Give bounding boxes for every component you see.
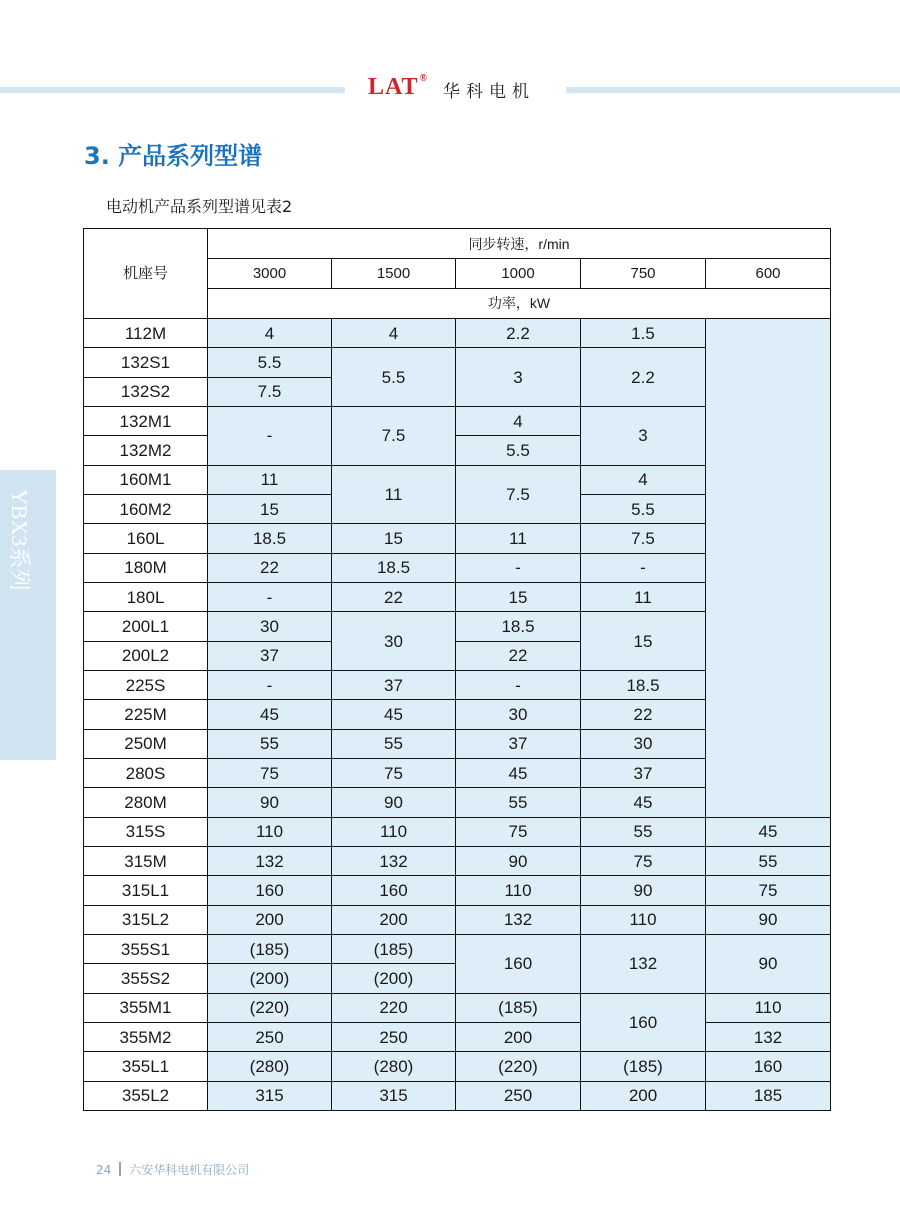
footer-divider	[119, 1162, 121, 1176]
value-cell: 75	[706, 876, 831, 905]
value-cell: 132	[581, 934, 706, 993]
value-cell: (200)	[208, 964, 332, 993]
value-cell: -	[456, 670, 581, 699]
value-cell: 37	[208, 641, 332, 670]
value-cell: 3	[581, 407, 706, 466]
value-cell: 11	[332, 465, 456, 524]
value-cell: 7.5	[581, 524, 706, 553]
speed-header: 同步转速，r/min	[208, 229, 831, 259]
value-cell: 18.5	[208, 524, 332, 553]
value-cell: 5.5	[581, 494, 706, 523]
value-cell: 55	[706, 846, 831, 875]
value-cell: 55	[208, 729, 332, 758]
value-cell: 200	[208, 905, 332, 934]
value-cell: 220	[332, 993, 456, 1022]
value-cell: (280)	[208, 1052, 332, 1081]
frame-cell: 132M1	[84, 407, 208, 436]
value-cell: 55	[581, 817, 706, 846]
value-cell: 4	[581, 465, 706, 494]
value-cell: 45	[456, 758, 581, 787]
frame-cell: 355M1	[84, 993, 208, 1022]
value-cell: 75	[581, 846, 706, 875]
frame-cell: 225S	[84, 670, 208, 699]
frame-cell: 315M	[84, 846, 208, 875]
value-cell: 160	[706, 1052, 831, 1081]
header-rule-left	[0, 87, 345, 93]
value-cell: 110	[581, 905, 706, 934]
frame-cell: 280M	[84, 788, 208, 817]
frame-cell: 200L1	[84, 612, 208, 641]
header-rule-right	[566, 87, 900, 93]
frame-cell: 112M	[84, 319, 208, 348]
empty-cell	[706, 319, 831, 818]
value-cell: 11	[456, 524, 581, 553]
value-cell: 22	[208, 553, 332, 582]
value-cell: 160	[332, 876, 456, 905]
speed-3000: 3000	[208, 259, 332, 288]
speed-1500: 1500	[332, 259, 456, 288]
logo-text: LAT	[368, 74, 419, 100]
frame-cell: 355M2	[84, 1022, 208, 1051]
value-cell: 5.5	[208, 348, 332, 377]
value-cell: -	[581, 553, 706, 582]
frame-cell: 160M2	[84, 494, 208, 523]
value-cell: 55	[456, 788, 581, 817]
value-cell: 1.5	[581, 319, 706, 348]
value-cell: 110	[456, 876, 581, 905]
value-cell: 200	[581, 1081, 706, 1110]
value-cell: 30	[581, 729, 706, 758]
value-cell: 90	[208, 788, 332, 817]
value-cell: (220)	[456, 1052, 581, 1081]
value-cell: 250	[208, 1022, 332, 1051]
value-cell: 132	[456, 905, 581, 934]
value-cell: 132	[706, 1022, 831, 1051]
section-title: 3. 产品系列型谱	[84, 142, 263, 170]
frame-cell: 132M2	[84, 436, 208, 465]
frame-cell: 132S2	[84, 377, 208, 406]
speed-1000: 1000	[456, 259, 581, 288]
value-cell: 7.5	[208, 377, 332, 406]
value-cell: (185)	[456, 993, 581, 1022]
value-cell: 30	[456, 700, 581, 729]
company-name: 六安华科电机有限公司	[129, 1163, 250, 1177]
brand-logo	[368, 74, 427, 101]
value-cell: 90	[706, 934, 831, 993]
speed-600: 600	[706, 259, 831, 288]
value-cell: 22	[332, 582, 456, 611]
frame-cell: 355L1	[84, 1052, 208, 1081]
value-cell: 160	[208, 876, 332, 905]
value-cell: 90	[581, 876, 706, 905]
value-cell: 250	[332, 1022, 456, 1051]
value-cell: 30	[332, 612, 456, 671]
frame-cell: 355S1	[84, 934, 208, 963]
speed-750: 750	[581, 259, 706, 288]
value-cell: 110	[208, 817, 332, 846]
value-cell: 75	[456, 817, 581, 846]
value-cell: 18.5	[581, 670, 706, 699]
frame-cell: 180M	[84, 553, 208, 582]
frame-cell: 315L2	[84, 905, 208, 934]
value-cell: -	[208, 407, 332, 466]
value-cell: 45	[706, 817, 831, 846]
value-cell: 15	[456, 582, 581, 611]
frame-cell: 160M1	[84, 465, 208, 494]
frame-cell: 355L2	[84, 1081, 208, 1110]
value-cell: 200	[332, 905, 456, 934]
frame-cell: 200L2	[84, 641, 208, 670]
side-tab-label: YBX3系列	[7, 489, 32, 591]
value-cell: 15	[332, 524, 456, 553]
frame-cell: 225M	[84, 700, 208, 729]
value-cell: 75	[208, 758, 332, 787]
value-cell: 45	[332, 700, 456, 729]
value-cell: 37	[456, 729, 581, 758]
value-cell: 18.5	[332, 553, 456, 582]
frame-cell: 132S1	[84, 348, 208, 377]
intro-text: 电动机产品系列型谱见表2	[106, 197, 293, 216]
value-cell: 185	[706, 1081, 831, 1110]
value-cell: 110	[706, 993, 831, 1022]
value-cell: -	[456, 553, 581, 582]
value-cell: 7.5	[456, 465, 581, 524]
frame-cell: 180L	[84, 582, 208, 611]
value-cell: 75	[332, 758, 456, 787]
value-cell: 18.5	[456, 612, 581, 641]
value-cell: (220)	[208, 993, 332, 1022]
value-cell: 2.2	[581, 348, 706, 407]
value-cell: (200)	[332, 964, 456, 993]
value-cell: 90	[456, 846, 581, 875]
value-cell: 90	[706, 905, 831, 934]
value-cell: 250	[456, 1081, 581, 1110]
value-cell: 37	[581, 758, 706, 787]
value-cell: 11	[208, 465, 332, 494]
value-cell: -	[208, 670, 332, 699]
value-cell: 4	[332, 319, 456, 348]
value-cell: 5.5	[332, 348, 456, 407]
frame-cell: 160L	[84, 524, 208, 553]
value-cell: 4	[456, 407, 581, 436]
value-cell: 7.5	[332, 407, 456, 466]
page-number: 24	[96, 1163, 112, 1177]
frame-cell: 280S	[84, 758, 208, 787]
value-cell: 15	[581, 612, 706, 671]
value-cell: 4	[208, 319, 332, 348]
corner-header: 机座号	[84, 229, 208, 319]
value-cell: (185)	[208, 934, 332, 963]
value-cell: 160	[456, 934, 581, 993]
value-cell: 3	[456, 348, 581, 407]
frame-cell: 315L1	[84, 876, 208, 905]
value-cell: 110	[332, 817, 456, 846]
page-footer	[96, 1161, 249, 1178]
frame-cell: 250M	[84, 729, 208, 758]
value-cell: 90	[332, 788, 456, 817]
value-cell: 30	[208, 612, 332, 641]
value-cell: 22	[581, 700, 706, 729]
value-cell: 160	[581, 993, 706, 1052]
frame-cell: 355S2	[84, 964, 208, 993]
value-cell: 315	[208, 1081, 332, 1110]
value-cell: (185)	[332, 934, 456, 963]
value-cell: 200	[456, 1022, 581, 1051]
spec-table	[83, 228, 831, 1111]
value-cell: 11	[581, 582, 706, 611]
value-cell: 2.2	[456, 319, 581, 348]
value-cell: 132	[332, 846, 456, 875]
value-cell: 55	[332, 729, 456, 758]
value-cell: (185)	[581, 1052, 706, 1081]
value-cell: 132	[208, 846, 332, 875]
value-cell: 45	[581, 788, 706, 817]
registered-mark: ®	[419, 73, 429, 84]
value-cell: 45	[208, 700, 332, 729]
value-cell: 37	[332, 670, 456, 699]
value-cell: 15	[208, 494, 332, 523]
power-header: 功率，kW	[208, 288, 831, 318]
brand-name: 华科电机	[443, 82, 535, 102]
value-cell: (280)	[332, 1052, 456, 1081]
frame-cell: 315S	[84, 817, 208, 846]
value-cell: -	[208, 582, 332, 611]
value-cell: 315	[332, 1081, 456, 1110]
value-cell: 22	[456, 641, 581, 670]
value-cell: 5.5	[456, 436, 581, 465]
